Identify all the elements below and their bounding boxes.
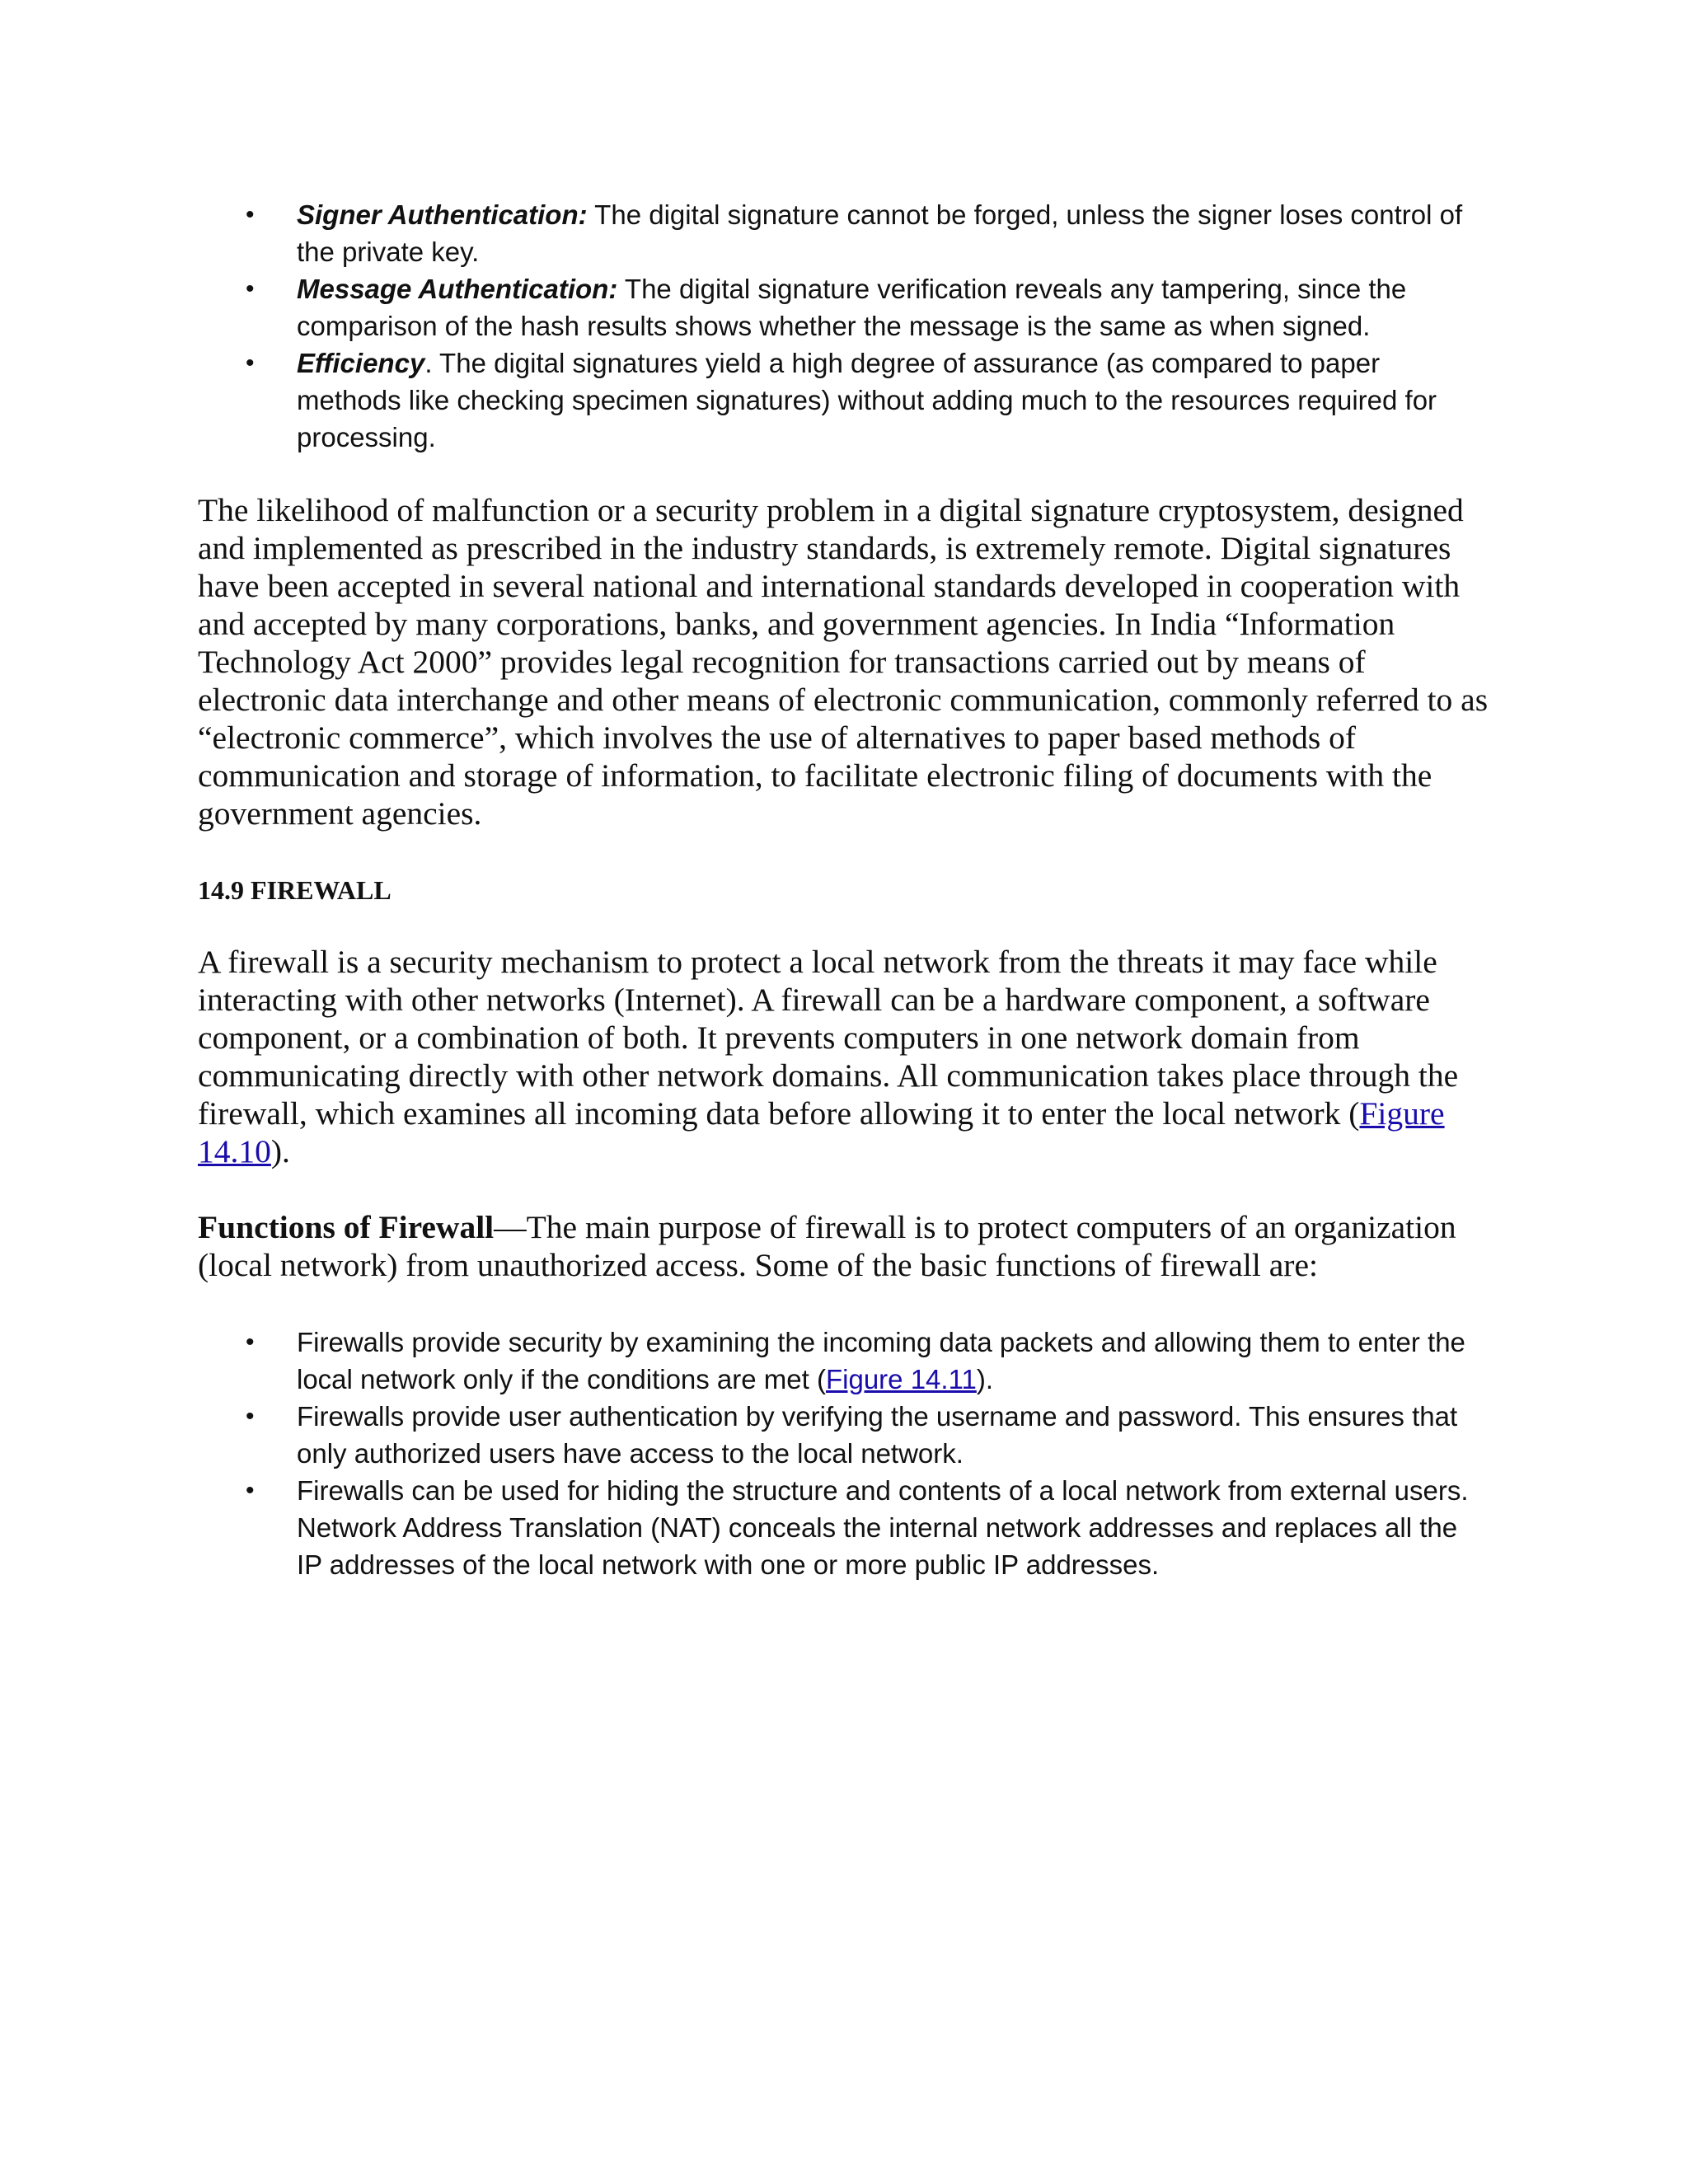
- firewall-paragraph-text: A firewall is a security mechanism to protect a local network from the threats it may face while interacting with other networks (Internet). A firewall can be a hardware component, a software component, or a combination of both. It prevents computers in one network domain from communicating directly with other network domains. All communication takes place through the firewall, which examines all incoming data before allowing it to enter the local network (: [198, 944, 1459, 1132]
- bullet-icon: •: [246, 1329, 255, 1356]
- bullet-term: Message Authentication:: [297, 274, 618, 304]
- bullet-text: Firewalls provide user authentication by verifying the username and password. This ensures that only authorized users have access to the local network.: [297, 1401, 1458, 1469]
- bullet-icon: •: [246, 275, 255, 302]
- list-item: [0, 344, 1484, 456]
- bottom-bullet-list: [0, 1324, 1484, 1583]
- functions-paragraph: [198, 1208, 1492, 1284]
- section-heading: 14.9 FIREWALL: [198, 875, 392, 905]
- bullet-text-end: ).: [976, 1364, 993, 1394]
- functions-lead: Functions of Firewall: [198, 1209, 495, 1245]
- figure-14-11-link[interactable]: Figure 14.11: [825, 1364, 977, 1394]
- firewall-paragraph-end: ).: [270, 1133, 290, 1169]
- bullet-text: . The digital signatures yield a high degree of assurance (as compared to paper methods like checking specimen signatures) without adding much to the resources required for processing.: [297, 348, 1437, 452]
- top-bullet-list: [0, 196, 1484, 456]
- bullet-text: The digital signature verification reveals any tampering, since the comparison of the hash results shows whether the message is the same as when signed.: [297, 274, 1407, 341]
- bullet-icon: •: [246, 201, 255, 228]
- bullet-term: Signer Authentication:: [297, 199, 588, 230]
- likelihood-paragraph: The likelihood of malfunction or a security problem in a digital signature cryptosystem, designed and implemented as prescribed in the industry standards, is extremely remote. Digital signatures have been accepted in several national and international standards developed in cooperation with and accepted by many corporations, banks, and government agencies. In India “Information Technology Act 2000” provides legal recognition for transactions carried out by means of electronic data interchange and other means of electronic communication, commonly referred to as “electronic commerce”, which involves the use of alternatives to paper based methods of communication and storage of information, to facilitate electronic filing of documents with the government agencies.: [198, 492, 1489, 832]
- figure-14-10-link[interactable]: Figure 14.10: [198, 1095, 1445, 1169]
- list-item: [0, 1398, 1484, 1472]
- list-item: [0, 1472, 1484, 1583]
- firewall-paragraph: [198, 943, 1492, 1170]
- bullet-text: The digital signature cannot be forged, unless the signer loses control of the private key.: [297, 199, 1463, 267]
- functions-text: —The main purpose of firewall is to protect computers of an organization (local network) from unauthorized access. Some of the basic functions of firewall are:: [198, 1209, 1456, 1283]
- bullet-icon: •: [246, 349, 255, 377]
- bullet-text: Firewalls provide security by examining the incoming data packets and allowing them to enter the local network only if the conditions are met (: [297, 1327, 1465, 1394]
- bullet-text: Firewalls can be used for hiding the structure and contents of a local network from external users. Network Address Translation (NAT) conceals the internal network addresses and replaces all the IP addresses of the local network with one or more public IP addresses.: [297, 1475, 1469, 1580]
- list-item: [0, 270, 1484, 344]
- bullet-term: Efficiency: [297, 348, 425, 378]
- list-item: [0, 1324, 1484, 1398]
- bullet-icon: •: [246, 1477, 255, 1504]
- list-item: [0, 196, 1484, 270]
- bullet-icon: •: [246, 1403, 255, 1430]
